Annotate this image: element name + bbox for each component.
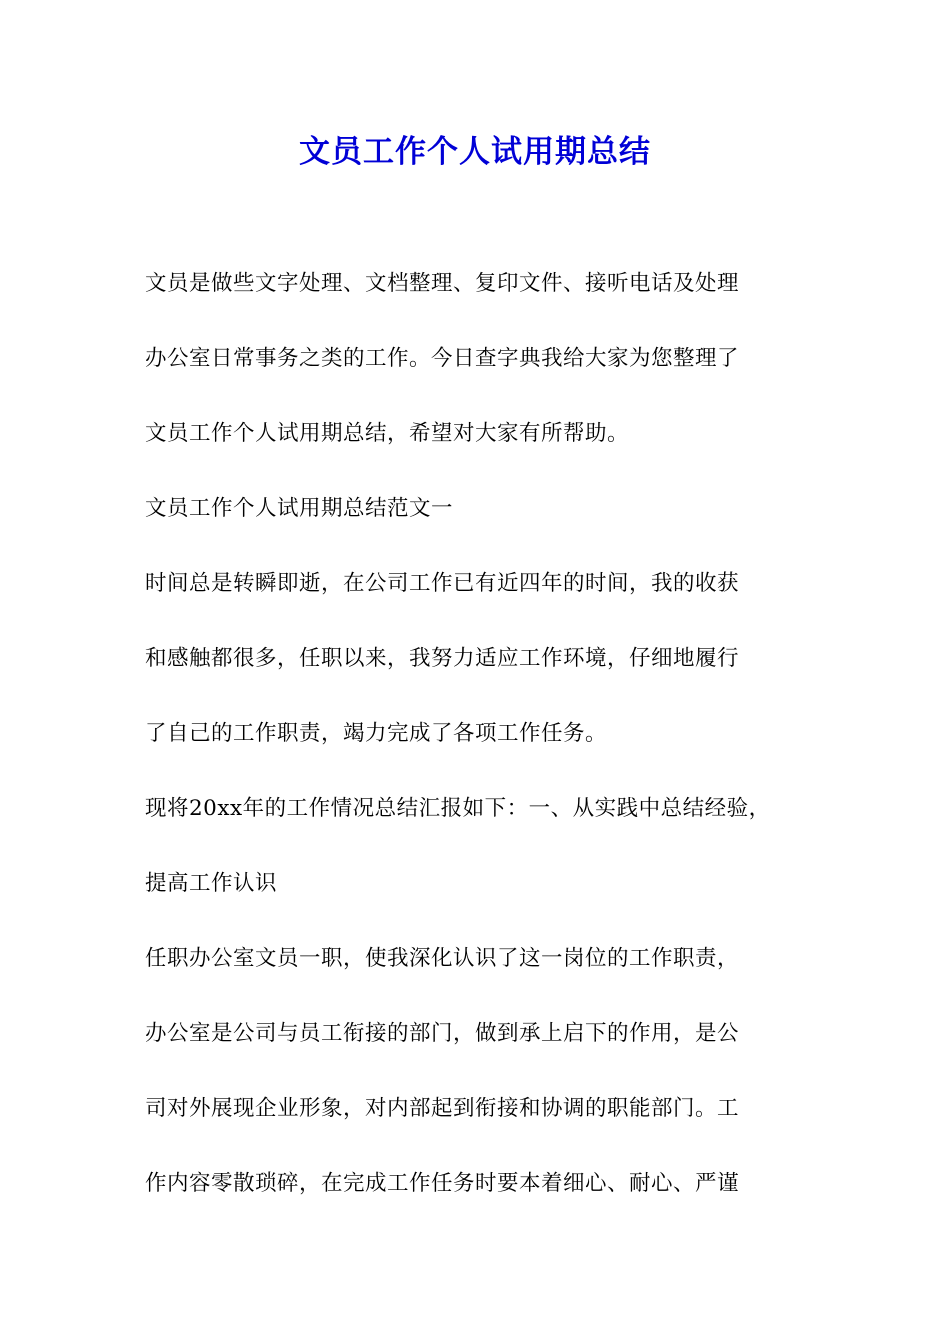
body-line: 时间总是转瞬即逝，在公司工作已有近四年的时间，我的收获: [145, 571, 740, 596]
body-line: 了自己的工作职责，竭力完成了各项工作任务。: [145, 721, 608, 746]
body-line: 司对外展现企业形象，对内部起到衔接和协调的职能部门。工: [145, 1096, 740, 1121]
body-line: 办公室是公司与员工衔接的部门，做到承上启下的作用，是公: [145, 1021, 740, 1046]
body-line: 现将20xx年的工作情况总结汇报如下：一、从实践中总结经验，: [145, 796, 771, 821]
body-line: 任职办公室文员一职，使我深化认识了这一岗位的工作职责，: [145, 946, 740, 971]
section-heading: 文员工作个人试用期总结范文一: [145, 496, 454, 521]
body-line: 作内容零散琐碎，在完成工作任务时要本着细心、耐心、严谨: [145, 1171, 740, 1196]
body-line: 文员是做些文字处理、文档整理、复印文件、接听电话及处理: [145, 271, 740, 296]
body-line: 文员工作个人试用期总结，希望对大家有所帮助。: [145, 421, 630, 446]
body-line: 提高工作认识: [145, 871, 278, 896]
body-line: 办公室日常事务之类的工作。今日查字典我给大家为您整理了: [145, 346, 740, 371]
document-title: 文员工作个人试用期总结: [299, 134, 651, 170]
document-body: [145, 263, 825, 1238]
body-line: 和感触都很多，任职以来，我努力适应工作环境，仔细地履行: [145, 646, 740, 671]
